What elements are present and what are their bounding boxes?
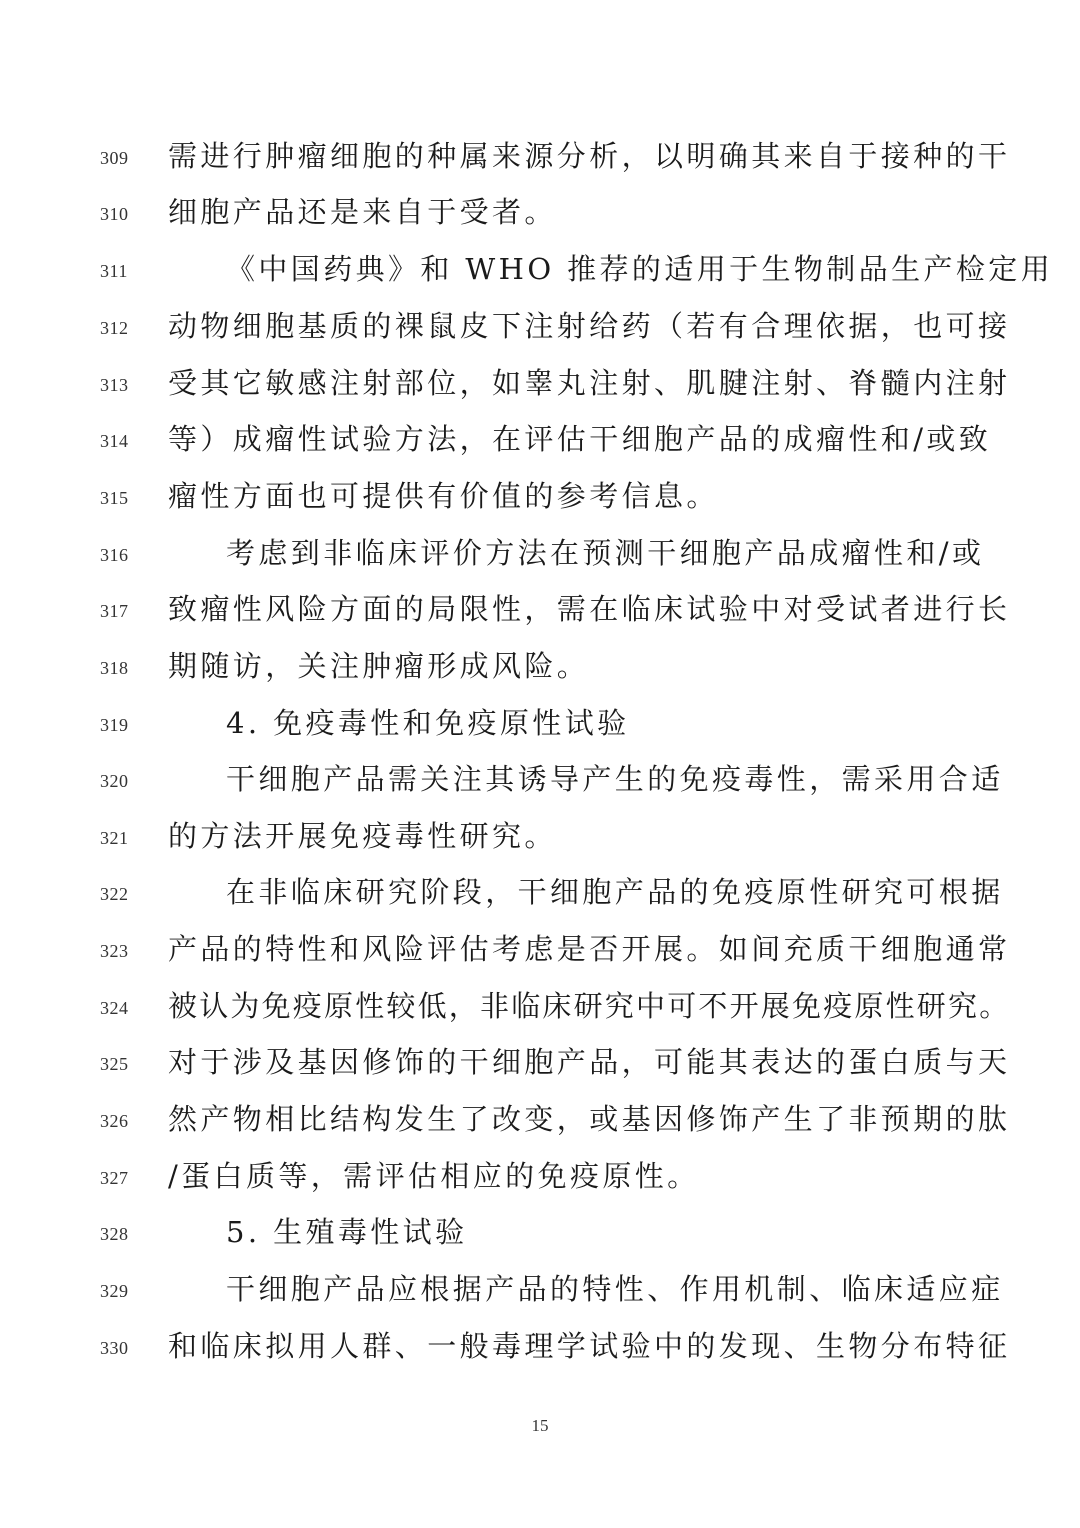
page-number: 15 [531, 1416, 549, 1435]
text-line [0, 470, 1080, 526]
line-number: 310 [100, 204, 129, 224]
line-number: 313 [100, 375, 129, 395]
line-number: 324 [100, 998, 129, 1018]
text-line [0, 810, 1080, 866]
line-number: 314 [100, 431, 129, 451]
text-line [0, 923, 1080, 979]
line-number: 319 [100, 715, 129, 735]
line-text: 需进行肿瘤细胞的种属来源分析，以明确其来自于接种的干 [168, 139, 1011, 173]
line-text: 的方法开展免疫毒性研究。 [168, 819, 557, 853]
line-number: 311 [100, 261, 128, 281]
text-line [0, 1093, 1080, 1149]
line-number: 322 [100, 884, 129, 904]
text-line [0, 640, 1080, 696]
text-line [0, 186, 1080, 242]
line-text: 动物细胞基质的裸鼠皮下注射给药（若有合理依据，也可接 [168, 309, 1011, 343]
line-number: 321 [100, 828, 129, 848]
line-number: 320 [100, 771, 129, 791]
line-text: 被认为免疫原性较低，非临床研究中可不开展免疫原性研究。 [168, 989, 1011, 1023]
line-text: 在非临床研究阶段，干细胞产品的免疫原性研究可根据 [226, 875, 1004, 909]
text-line [0, 1320, 1080, 1376]
line-text: 等）成瘤性试验方法，在评估干细胞产品的成瘤性和/或致 [168, 422, 992, 456]
text-line [0, 413, 1080, 469]
text-line [0, 300, 1080, 356]
line-number: 326 [100, 1111, 129, 1131]
text-line [0, 1036, 1080, 1092]
text-line [0, 980, 1080, 1036]
line-text: 期随访，关注肿瘤形成风险。 [168, 649, 590, 683]
line-text: 干细胞产品需关注其诱导产生的免疫毒性，需采用合适 [226, 762, 1004, 796]
line-number: 329 [100, 1281, 129, 1301]
line-number: 309 [100, 148, 129, 168]
line-number: 312 [100, 318, 129, 338]
line-text: 和临床拟用人群、一般毒理学试验中的发现、生物分布特征 [168, 1329, 1011, 1363]
text-line [0, 697, 1080, 753]
line-text: 4. 免疫毒性和免疫原性试验 [226, 706, 630, 740]
line-text: 《中国药典》和 WHO 推荐的适用于生物制品生产检定用 [226, 252, 1054, 286]
line-number: 318 [100, 658, 129, 678]
line-number: 315 [100, 488, 129, 508]
line-text: 致瘤性风险方面的局限性，需在临床试验中对受试者进行长 [168, 592, 1011, 626]
line-text: 瘤性方面也可提供有价值的参考信息。 [168, 479, 719, 513]
line-text: 然产物相比结构发生了改变，或基因修饰产生了非预期的肽 [168, 1102, 1011, 1136]
line-text: 对于涉及基因修饰的干细胞产品，可能其表达的蛋白质与天 [168, 1045, 1011, 1079]
text-line [0, 357, 1080, 413]
text-line [0, 1150, 1080, 1206]
line-text: 受其它敏感注射部位，如睾丸注射、肌腱注射、脊髓内注射 [168, 366, 1011, 400]
text-line [0, 753, 1080, 809]
text-line [0, 866, 1080, 922]
line-number: 327 [100, 1168, 129, 1188]
line-text: /蛋白质等，需评估相应的免疫原性。 [168, 1159, 700, 1193]
line-number: 330 [100, 1338, 129, 1358]
text-line [0, 243, 1080, 299]
line-text: 干细胞产品应根据产品的特性、作用机制、临床适应症 [226, 1272, 1004, 1306]
text-line [0, 130, 1080, 186]
line-number: 325 [100, 1054, 129, 1074]
line-number: 317 [100, 601, 129, 621]
text-line [0, 1206, 1080, 1262]
text-line [0, 527, 1080, 583]
line-text: 考虑到非临床评价方法在预测干细胞产品成瘤性和/或 [226, 536, 985, 570]
line-text: 5. 生殖毒性试验 [226, 1215, 468, 1249]
line-text: 细胞产品还是来自于受者。 [168, 195, 557, 229]
text-line [0, 583, 1080, 639]
line-number: 316 [100, 545, 129, 565]
line-number: 328 [100, 1224, 129, 1244]
line-number: 323 [100, 941, 129, 961]
text-line [0, 1263, 1080, 1319]
line-text: 产品的特性和风险评估考虑是否开展。如间充质干细胞通常 [168, 932, 1011, 966]
